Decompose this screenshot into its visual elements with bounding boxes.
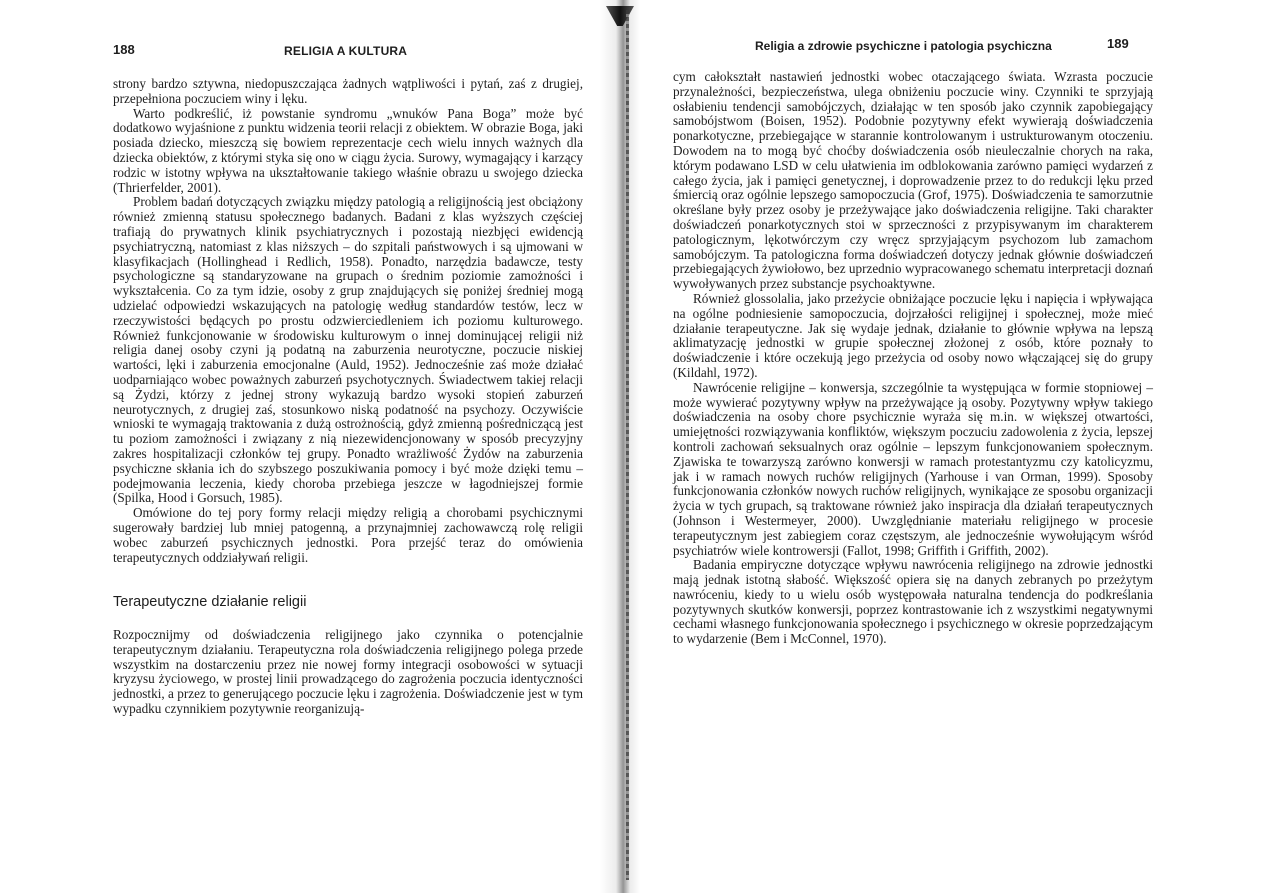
paragraph: Nawrócenie religijne – konwersja, szczególnie ta występująca w formie stopniowej – może wywierać pozytywny wpływ na przeżywające ją osoby. Pozytywny wpływ takiego doświadczenia na osoby chore psychicznie wyraża się m.in. w większej otwartości, umiejętności rozwiązywania konfliktów, większym poczuciu zadowolenia z życia, lepszej kontroli zachowań seksualnych oraz ogólnie – lepszym funkcjonowaniem społecznym. Zjawiska te towarzyszą zarówno konwersji w ramach protestantyzmu czy katolicyzmu, jak i w ramach nowych ruchów religijnych (Yarhouse i van Orman, 1999). Sposoby funkcjonowania członków nowych ruchów religijnych, wynikające ze sposobu organizacji życia w tych grupach, są traktowane również jako inspiracja dla działań terapeutycznych (Johnson i Westermeyer, 2000). Uwzględnianie materiału religijnego w procesie terapeutycznym jest zabiegiem coraz częstszym, ale jednocześnie wywołującym wśród psychiatrów wiele kontrowersji (Fallot, 1998; Griffith i Griffith, 2002). — [673, 379, 1153, 558]
running-header-right: Religia a zdrowie psychiczne i patologia psychiczna — [755, 39, 1052, 53]
right-page-body — [673, 70, 1153, 647]
paragraph: Problem badań dotyczących związku między patologią a religijnością jest obciążony również zmienną statusu społecznego badanych. Badani z klas wyższych częściej trafiają do prywatnych klinik psychiatrycznych i pozostają niezbjęci ewidencją psychiatryczną, natomiast z klas niższych – do szpitali państwowych i są ujmowani w klasyfikacjach (Hollinghead i Redlich, 1958). Ponadto, narzędzia badawcze, testy psychologiczne są standaryzowane na grupach o średnim poziomie zamożności i wykształcenia. Co za tym idzie, osoby z grup znajdujących się poniżej średniej mogą udzielać odpowiedzi wskazujących na patologię według standardów testów, lecz w rzeczywistości będących po prostu odzwierciedleniem ich poziomu kulturowego. Również funkcjonowanie w środowisku kulturowym o innej dominującej religii niż religia danej osoby czyni ją podatną na zaburzenia neurotyczne, poczucie niskiej wartości, lęki i zaburzenia emocjonalne (Auld, 1952). Jednocześnie zaś może działać uodparniająco wobec poważnych zaburzeń psychotycznych. Świadectwem takiej relacji są Żydzi, którzy z jednej strony wykazują bardzo wysoki stopień zaburzeń neurotycznych, z drugiej zaś, stosunkowo niską podatność na psychozy. Oczywiście wnioski te wymagają traktowania z dużą ostrożnością, gdyż zmienną pośredniczącą jest tu poziom zamożności i związany z nią niezewidencjonowany w sposób precyzyjny zakres hospitalizacji członków tej grupy. Ponadto wrażliwość Żydów na zaburzenia psychiczne skłania ich do szybszego poszukiwania pomocy i być może dzięki temu – podejmowania leczenia, kiedy choroba przebiega jeszcze w łagodniejszej formie (Spilka, Hood i Gorsuch, 1985). — [113, 194, 583, 506]
paragraph: Również glossolalia, jako przeżycie obniżające poczucie lęku i napięcia i wpływająca na ogólne podniesienie samopoczucia, dojrzałości religijnej i społecznej, może mieć działanie terapeutyczne. Jak się wydaje jednak, działanie to głównie wpływa na lepszą aklimatyzację jednostki w grupie społecznej złożonej z osób, które poznały to doświadczenie i które oczekują jego przeżycia od osoby nowo włączającej się do grupy (Kildahl, 1972). — [673, 290, 1153, 380]
paragraph: Warto podkreślić, iż powstanie syndromu „wnuków Pana Boga” może być dodatkowo wyjaśnione z punktu widzenia teorii relacji z obiektem. W obrazie Boga, jaki posiada dziecko, mieszczą się bowiem reprezentacje cech wielu innych ważnych dla dziecka obiektów, z którymi styka się ono w ciągu życia. Surowy, wymagający i karzący rodzic w istotny wpływa na ukształtowanie takiego właśnie obrazu u swojego dziecka (Thrierfelder, 2001). — [113, 105, 583, 195]
paragraph: strony bardzo sztywna, niedopuszczająca żadnych wątpliwości i pytań, zaś z drugiej, przepełniona poczuciem winy i lęku. — [113, 76, 583, 106]
running-header-left: RELIGIA A KULTURA — [284, 44, 408, 58]
left-page-body — [113, 77, 583, 717]
page-number-left: 188 — [113, 42, 135, 57]
page-number-right: 189 — [1107, 36, 1129, 51]
binding-line — [626, 10, 629, 880]
paragraph: Rozpocznijmy od doświadczenia religijnego jako czynnika o potencjalnie terapeutycznym działaniu. Terapeutyczna rola doświadczenia religijnego polega przede wszystkim na dostarczeniu przez nie nowej formy integracji osobowości w sytuacji kryzysu życiowego, w prostej linii prowadzącego do zagrożenia poczucia identyczności jednostki, a przez to generującego poczucie lęku i zagrożenia. Doświadczenie jest w tym wypadku czynnikiem pozytywnie reorganizują- — [113, 627, 583, 717]
paragraph: Omówione do tej pory formy relacji między religią a chorobami psychicznymi sugerowały bardziej lub mniej patogenną, a przynajmniej zachowawczą rolę religii wobec zaburzeń psychicznych jednostki. Pora przejść teraz do omówienia terapeutycznych oddziaływań religii. — [113, 505, 583, 565]
right-page — [630, 0, 1263, 893]
paragraph: Badania empiryczne dotyczące wpływu nawrócenia religijnego na zdrowie jednostki mają jednak istotną słabość. Większość opiera się na danych zebranych po przeżytym nawróceniu, kiedy to u wielu osób występowała naturalna tendencja do podkreślania pozytywnych skutków konwersji, poprzez kontrastowanie ich z wszystkimi negatywnymi cechami własnego funkcjonowania społecznego i psychicznego w okresie poprzedzającym to wydarzenie (Bem i McConnel, 1970). — [673, 557, 1153, 647]
paragraph: cym całokształt nastawień jednostki wobec otaczającego świata. Wzrasta poczucie przynależności, bezpieczeństwa, ulega obniżeniu poczucie winy. Czynniki te sprzyjają osłabieniu tendencji samobójczych, działając w ten sposób jako czynnik zapobiegający samobójstwom (Boisen, 1952). Podobnie pozytywny efekt wywierają doświadczenia ponarkotyczne, przebiegające w starannie kontrolowanym i ustrukturowanym otoczeniu. Dowodem na to mogą być choćby doświadczenia osób nieuleczalnie chorych na raka, którym podawano LSD w celu ułatwienia im odblokowania zarówno pamięci wydarzeń z całego życia, jak i pamięci genetycznej, i doprowadzenie przez to do redukcji lęku przed śmiercią oraz ogólnie lepszego samopoczucia (Grof, 1975). Doświadczenia te samorzutnie określane były przez osoby je przeżywające jako doświadczenia religijne. Taki charakter doświadczeń ponarkotycznych stoi w sprzeczności z przypisywanym im charakterem patologicznym, lękotwórczym czy wręcz sprzyjającym psychozom lub zamachom samobójczym. Ta patologiczna forma doświadczeń dotyczy jednak głównie doświadczeń przebiegających żywiołowo, bez uprzednio wypracowanego schematu interpretacji doznań wywoływanych przez substancje psychoaktywne. — [673, 69, 1153, 292]
section-heading: Terapeutyczne działanie religii — [113, 594, 307, 611]
left-page — [0, 0, 622, 893]
